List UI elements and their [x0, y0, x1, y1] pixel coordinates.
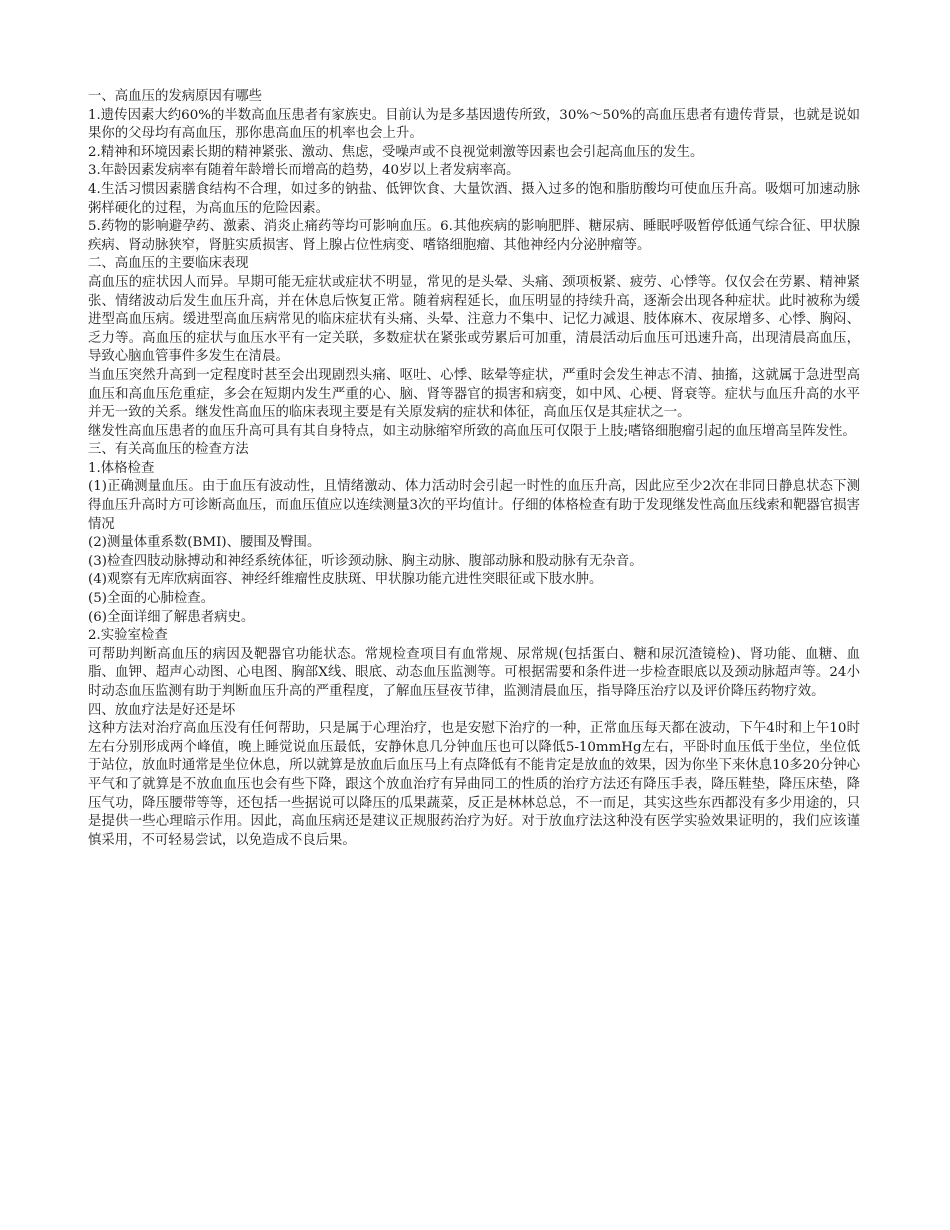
- paragraph-symptoms-acute: 当血压突然升高到一定程度时甚至会出现剧烈头痛、呕吐、心悸、眩晕等症状，严重时会发生神志不清、抽搐，这就属于急进型高血压和高血压危重症，多会在短期内发生严重的心、脑、肾等器官的损害和病变，如中风、心梗、肾衰等。症状与血压升高的水平并无一致的关系。继发性高血压的临床表现主要是有关原发病的症状和体征，高血压仅是其症状之一。: [88, 367, 860, 421]
- exam-item-3: (3)检查四肢动脉搏动和神经系统体征，听诊颈动脉、胸主动脉、腹部动脉和股动脉有无杂音。: [88, 553, 643, 569]
- paragraph-genetic-factors: 1.遗传因素大约60%的半数高血压患者有家族史。目前认为是多基因遗传所致，30%～50%的高血压患者有遗传背景，也就是说如果你的父母均有高血压，那你患高血压的机率也会上升。: [88, 107, 860, 142]
- exam-item-1: (1)正确测量血压。由于血压有波动性，且情绪激动、体力活动时会引起一时性的血压升高，因此应至少2次在非同日静息状态下测得血压升高时方可诊断高血压，而血压值应以连续测量3次的平均值计。仔细的体格检查有助于发现继发性高血压线索和靶器官损害情况: [88, 479, 860, 532]
- section-heading-symptoms: 二、高血压的主要临床表现: [88, 256, 249, 272]
- document-body: [88, 88, 860, 850]
- subheading-physical-exam: 1.体格检查: [88, 460, 155, 476]
- section-heading-causes: 一、高血压的发病原因有哪些: [88, 89, 263, 104]
- paragraph-lab-exam: 可帮助判断高血压的病因及靶器官功能状态。常规检查项目有血常规、尿常规(包括蛋白、糖和尿沉渣镜检)、肾功能、血糖、血脂、血钾、超声心动图、心电图、胸部X线、眼底、动态血压监测等。可根据需要和条件进一步检查眼底以及颈动脉超声等。24小时动态血压监测有助于判断血压升高的严重程度，了解血压昼夜节律，监测清晨血压，指导降压治疗以及评价降压药物疗效。: [88, 646, 860, 699]
- exam-item-2: (2)测量体重系数(BMI)、腰围及臀围。: [88, 535, 321, 551]
- exam-item-4: (4)观察有无库欣病面容、神经纤维瘤性皮肤斑、甲状腺功能亢进性突眼征或下肢水肿。: [88, 572, 603, 588]
- paragraph-secondary-hypertension: 继发性高血压患者的血压升高可具有其自身特点，如主动脉缩窄所致的高血压可仅限于上肢;嗜铬细胞瘤引起的血压增高呈阵发性。: [88, 423, 856, 439]
- paragraph-age-factors: 3.年龄因素发病率有随着年龄增长而增高的趋势，40岁以上者发病率高。: [88, 163, 520, 179]
- exam-item-5: (5)全面的心肺检查。: [88, 591, 215, 607]
- paragraph-bloodletting: 这种方法对治疗高血压没有任何帮助，只是属于心理治疗，也是安慰下治疗的一种，正常血压每天都在波动，下午4时和上午10时左右分别形成两个峰值，晚上睡觉说血压最低，安静休息几分钟血压也可以降低5-10mmHg左右，平卧时血压低于坐位，坐位低于站位，放血时通常是坐位休息，所以就算是放血后血压马上有点降低有不能肯定是放血的效果，因为你坐下来休息10多20分钟心平气和了就算是不放血血压也会有些下降，跟这个放血治疗有异曲同工的性质的治疗方法还有降压手表，降压鞋垫，降压床垫，降压气功，降压腰带等等，还包括一些据说可以降压的瓜果蔬菜，反正是林林总总，不一而足，其实这些东西都没有多少用途的，只是提供一些心理暗示作用。因此，高血压病还是建议正规服药治疗为好。对于放血疗法这种没有医学实验效果证明的，我们应该谨慎采用，不可轻易尝试，以免造成不良后果。: [88, 721, 860, 848]
- paragraph-drugs-diseases: 5.药物的影响避孕药、激素、消炎止痛药等均可影响血压。6.其他疾病的影响肥胖、糖尿病、睡眠呼吸暂停低通气综合征、甲状腺疾病、肾动脉狭窄，肾脏实质损害、肾上腺占位性病变、嗜铬细胞瘤、其他神经内分泌肿瘤等。: [88, 219, 860, 253]
- paragraph-symptoms-early: 高血压的症状因人而异。早期可能无症状或症状不明显，常见的是头晕、头痛、颈项板紧、疲劳、心悸等。仅仅会在劳累、精神紧张、情绪波动后发生血压升高，并在休息后恢复正常。随着病程延长，血压明显的持续升高，逐渐会出现各种症状。此时被称为缓进型高血压病。缓进型高血压病常见的临床症状有头痛、头晕、注意力不集中、记忆力减退、肢体麻木、夜尿增多、心悸、胸闷、乏力等。高血压的症状与血压水平有一定关联，多数症状在紧张或劳累后可加重，清晨活动后血压可迅速升高，出现清晨高血压，导致心脑血管事件多发生在清晨。: [88, 274, 860, 365]
- section-heading-bloodletting: 四、放血疗法是好还是坏: [88, 702, 236, 718]
- paragraph-mental-environment: 2.精神和环境因素长期的精神紧张、激动、焦虑，受噪声或不良视觉刺激等因素也会引起高血压的发生。: [88, 144, 704, 160]
- exam-item-6: (6)全面详细了解患者病史。: [88, 609, 255, 625]
- section-heading-examination: 三、有关高血压的检查方法: [88, 442, 249, 458]
- paragraph-lifestyle: 4.生活习惯因素膳食结构不合理，如过多的钠盐、低钾饮食、大量饮酒、摄入过多的饱和脂肪酸均可使血压升高。吸烟可加速动脉粥样硬化的过程，为高血压的危险因素。: [88, 181, 860, 216]
- subheading-lab-exam: 2.实验室检查: [88, 628, 168, 644]
